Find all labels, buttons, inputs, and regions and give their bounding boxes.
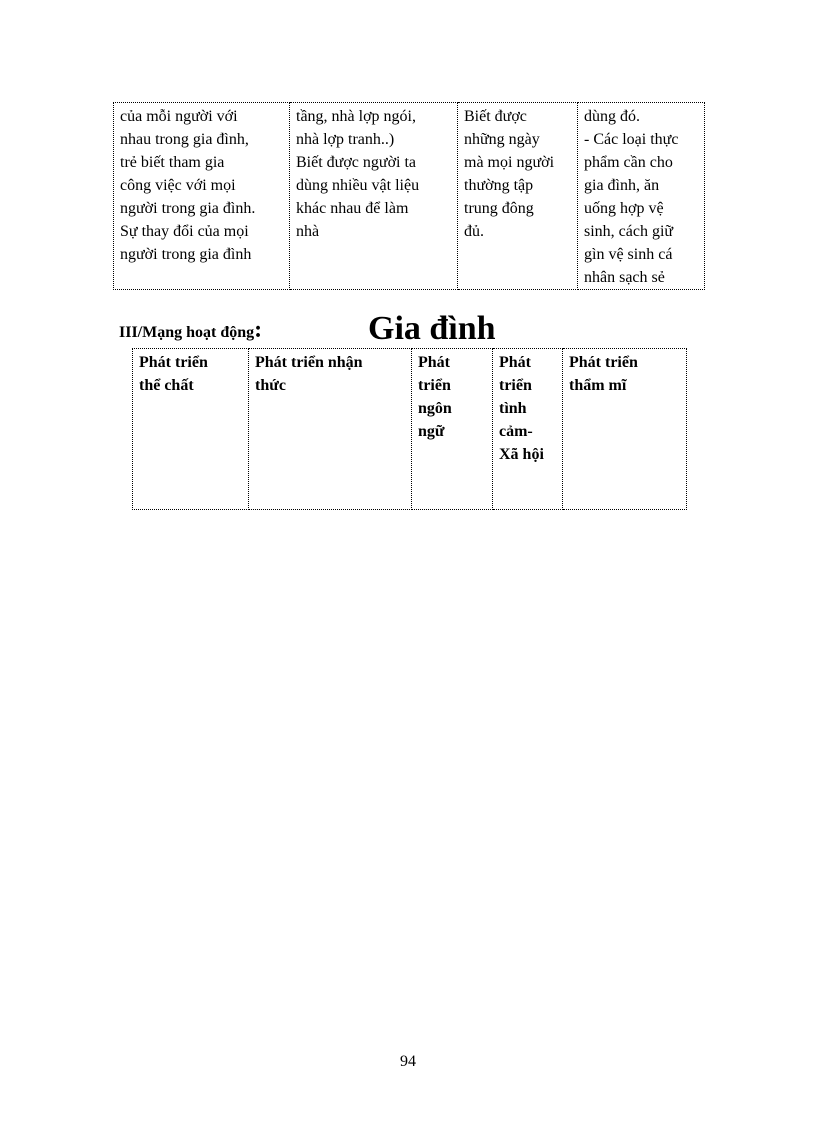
header-cell-social-emotional: Phát triển tình cảm- Xã hội [493, 349, 563, 510]
header-cell-physical: Phát triển thể chất [133, 349, 249, 510]
table-row [114, 103, 705, 290]
table-cell: dùng đó. - Các loại thực phẩm cần cho gia đình, ăn uống hợp vệ sinh, cách giữ gìn vệ sinh cá nhân sạch sẻ [578, 103, 705, 290]
header-cell-cognitive: Phát triển nhận thức [249, 349, 412, 510]
table-cell: Biết được những ngày mà mọi người thường tập trung đông đủ. [458, 103, 578, 290]
table-cell: tầng, nhà lợp ngói, nhà lợp tranh..) Biết được người ta dùng nhiều vật liệu khác nhau để làm nhà [290, 103, 458, 290]
table-cell: của mỗi người với nhau trong gia đình, trẻ biết tham gia công việc với mọi người trong gia đình. Sự thay đổi của mọi người trong gia đình [114, 103, 290, 290]
section-heading-colon: : [254, 317, 263, 343]
page-number: 94 [400, 1053, 416, 1070]
header-cell-language: Phát triển ngôn ngữ [412, 349, 493, 510]
activity-network-table [132, 348, 687, 510]
section-heading [119, 317, 263, 343]
header-cell-aesthetic: Phát triển thẩm mĩ [563, 349, 687, 510]
activity-network-title: Gia đình [368, 310, 496, 347]
section-heading-text: III/Mạng hoạt động [119, 324, 255, 341]
content-table [113, 102, 705, 290]
table-row [133, 349, 687, 510]
